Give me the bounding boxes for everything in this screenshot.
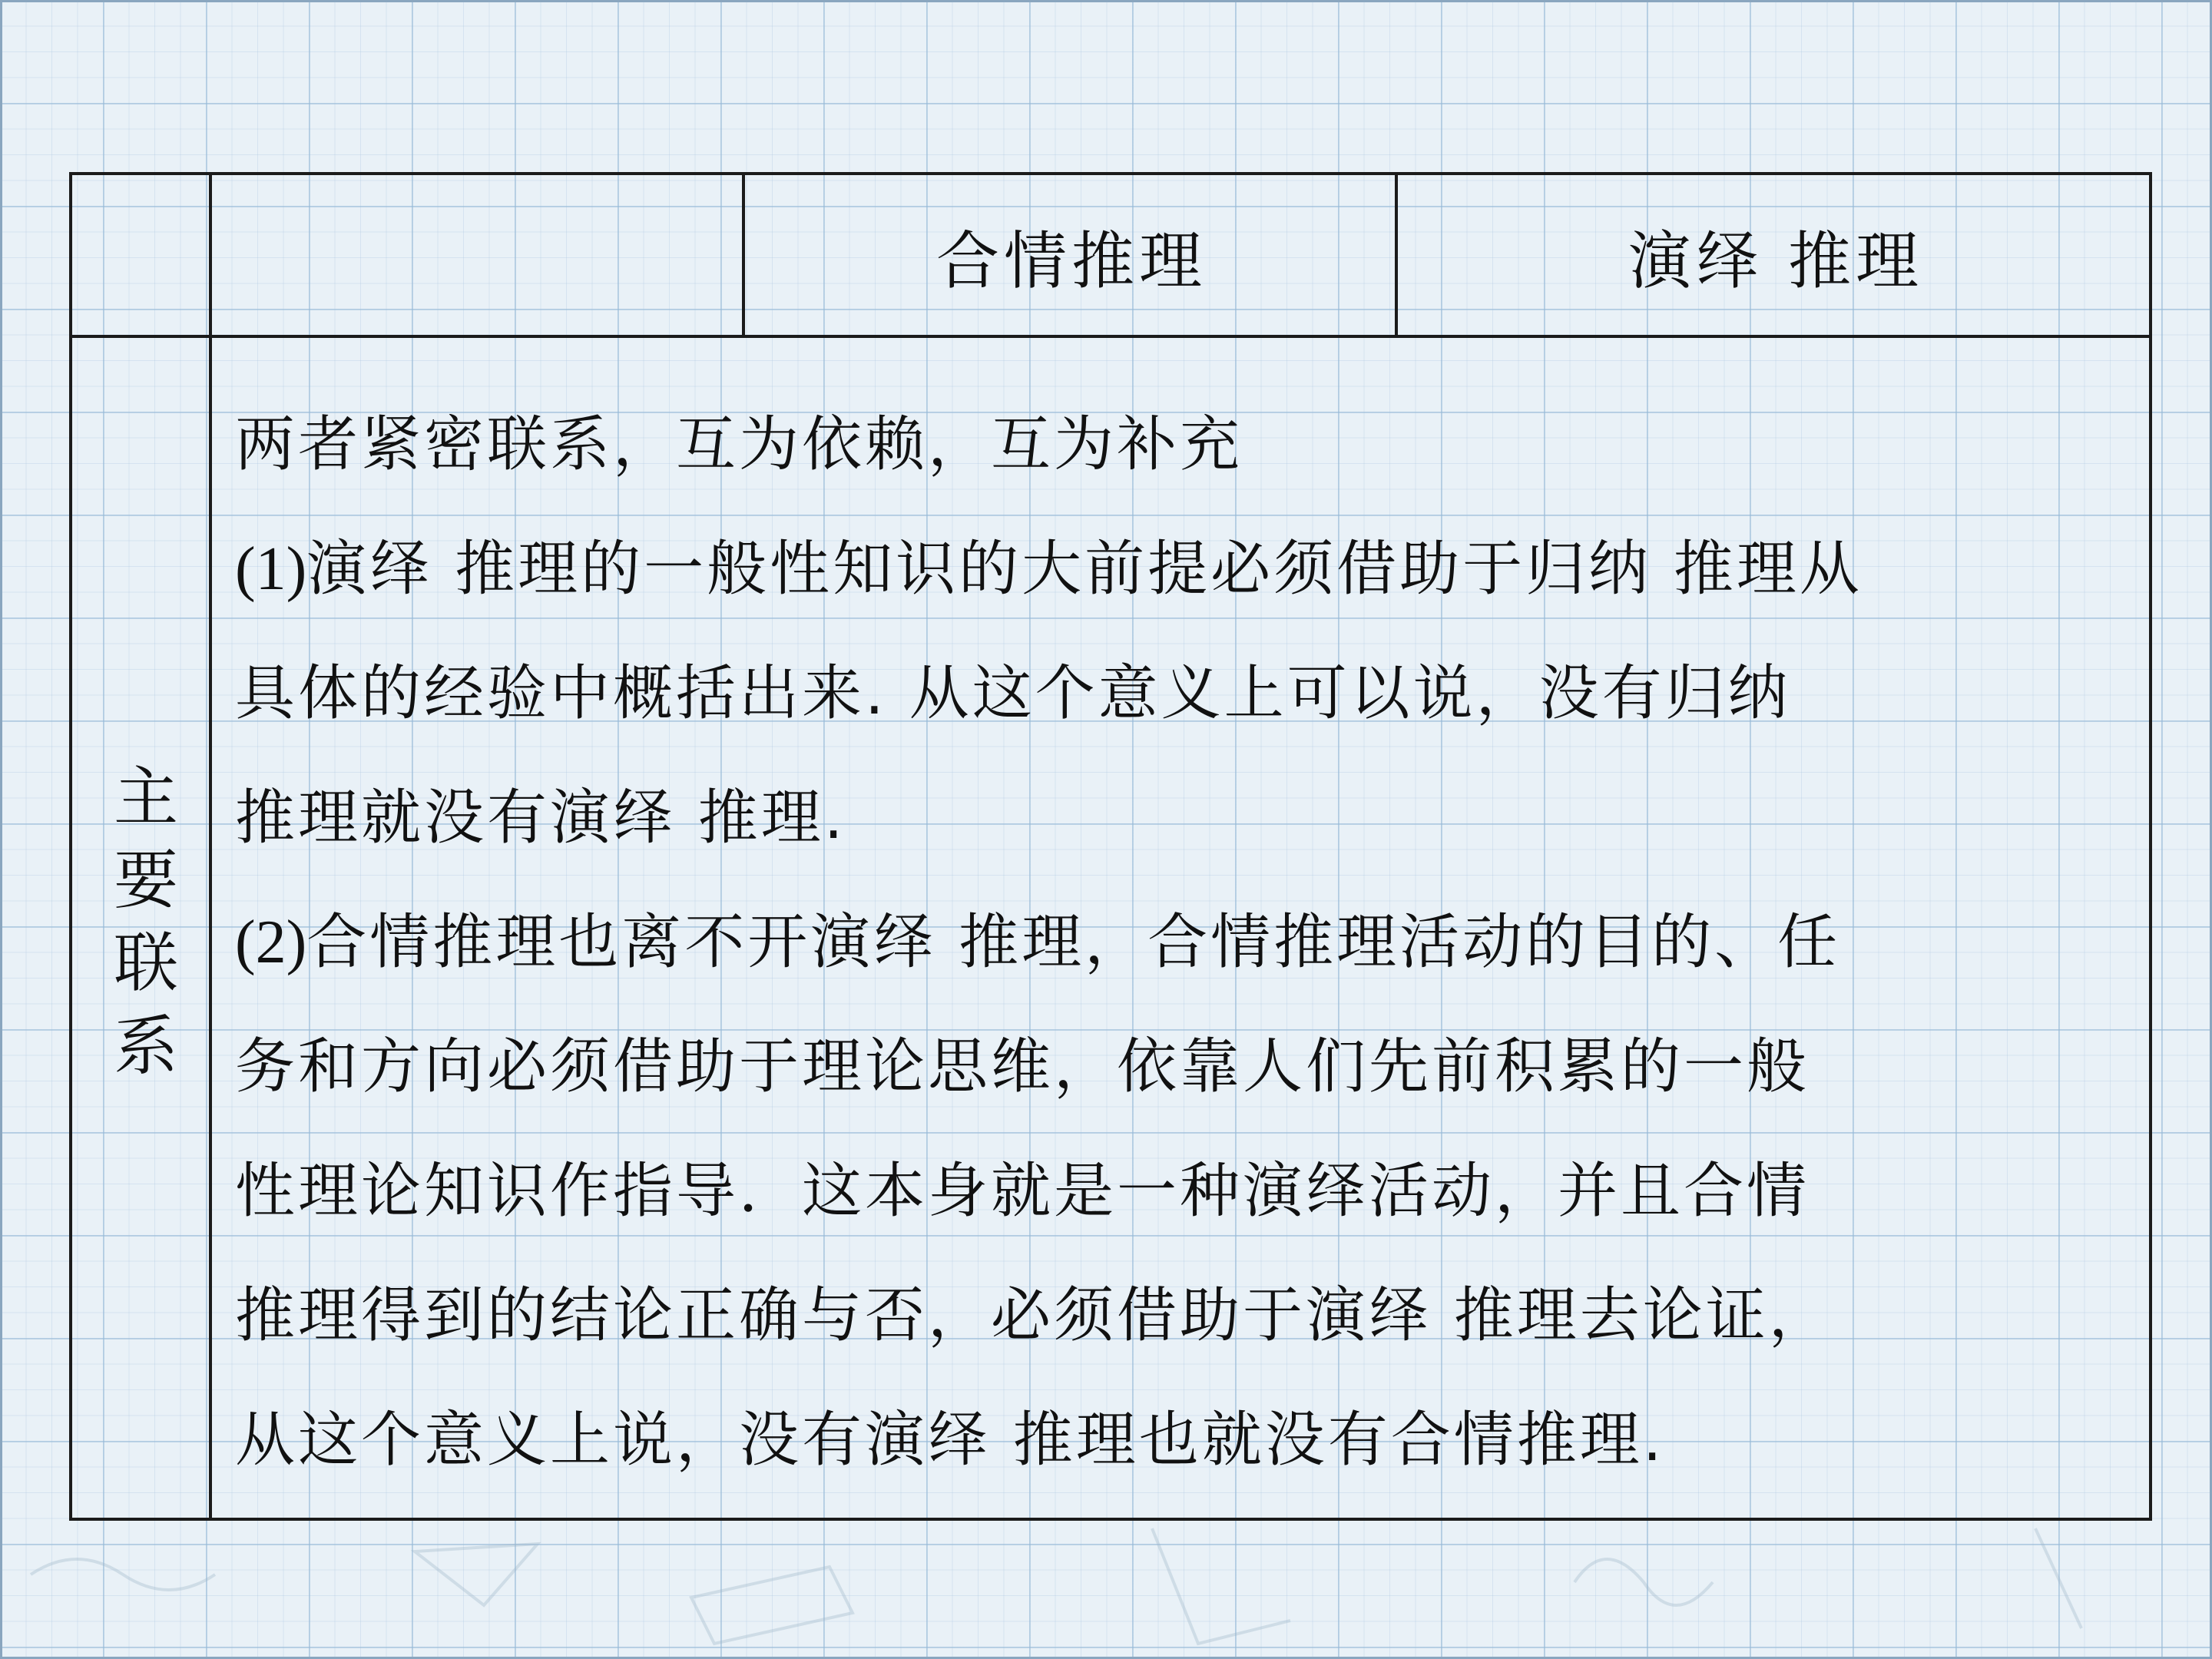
- paragraph-1-line-1: [235, 507, 2132, 631]
- row-label-cell: [72, 336, 210, 1521]
- paragraph-2-line-2: 务和方向必须借助于理论思维，依靠人们先前积累的一般: [235, 1032, 1810, 1101]
- header-corner-cell: [72, 175, 210, 336]
- paragraph-2-line-4: 推理得到的结论正确与否，必须借助于演绎 推理去论证，: [235, 1281, 1832, 1350]
- paragraph-2-number: (2): [235, 909, 307, 976]
- paragraph-1-line-3: 推理就没有演绎 推理.: [235, 783, 846, 853]
- summary-line: 两者紧密联系，互为依赖，互为补充: [235, 410, 1243, 479]
- paragraph-2-line-5: 从这个意义上说，没有演绎 推理也就没有合情推理.: [235, 1406, 1665, 1475]
- header-deductive-reasoning: 演绎 推理: [1628, 224, 1924, 298]
- paragraph-1-number: (1): [235, 535, 307, 603]
- paragraph-1-line-2: 具体的经验中概括出来. 从这个意义上可以说，没有归纳: [235, 659, 1791, 728]
- paragraph-2-line-3: 性理论知识作指导．这本身就是一种演绎活动，并且合情: [235, 1157, 1810, 1226]
- comparison-table: [69, 172, 2152, 1521]
- paragraph-1-text-1: 演绎 推理的一般性知识的大前提必须借助于归纳 推理从: [306, 535, 1863, 604]
- header-blank-cell: [214, 175, 743, 336]
- header-plausible-reasoning: 合情推理: [935, 224, 1207, 298]
- body-content-cell: [235, 382, 2132, 1502]
- paragraph-2-text-1: 合情推理也离不开演绎 推理，合情推理活动的目的、任: [306, 908, 1841, 977]
- paragraph-2-line-1: [235, 880, 2132, 1005]
- row-label-main-connection: 主要联系: [103, 763, 179, 1094]
- column-divider-2: [742, 175, 745, 336]
- column-divider-3: [1395, 175, 1398, 336]
- header-divider: [72, 335, 2149, 338]
